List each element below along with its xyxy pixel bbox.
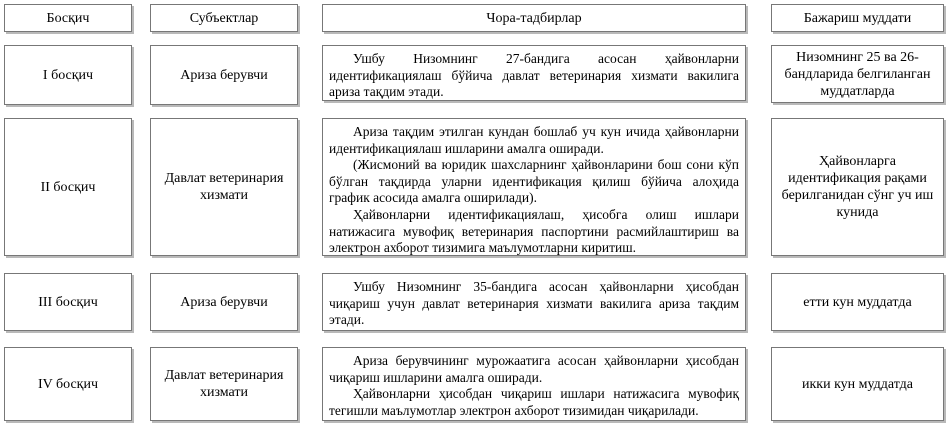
stage-3-action-text: Ушбу Низомнинг 35-бандига асосан ҳайвонларни ҳисобдан чиқариш учун давлат ветеринария хизмати вакилига ариза тақдим этади.	[329, 279, 739, 328]
stage-2-subject-box	[150, 118, 298, 256]
header-term	[771, 4, 944, 32]
stage-3-term-box	[771, 273, 944, 331]
stage-2-action-text-1: Ариза тақдим этилган кундан бошлаб уч кун ичида ҳайвонларни идентификациялаш ишларини амалга оширади.	[329, 124, 739, 156]
stage-4-label: IV босқич	[37, 376, 99, 392]
stage-1-subject: Ариза берувчи	[180, 67, 268, 83]
stage-1-action-text: Ушбу Низомнинг 27-бандига асосан ҳайвонларни идентификациялаш бўйича давлат ветеринария хизмати вакилига ариза тақдим этади.	[329, 51, 739, 100]
stage-4-term-box	[771, 347, 944, 421]
header-stage	[4, 4, 132, 32]
stage-1-subject-box	[150, 45, 298, 105]
stage-4-subject: Давлат ветеринария хизмати	[164, 368, 284, 400]
stage-2-box	[4, 118, 132, 256]
stage-4-subject-box	[150, 347, 298, 421]
stage-3-box	[4, 273, 132, 331]
header-stage-label: Босқич	[46, 10, 90, 26]
stage-4-actions-box	[322, 347, 746, 421]
header-actions-label: Чора-тадбирлар	[486, 10, 582, 26]
stage-2-label: II босқич	[40, 179, 96, 195]
stage-4-box	[4, 347, 132, 421]
header-subjects-label: Субъектлар	[189, 10, 259, 26]
stage-2-subject: Давлат ветеринария хизмати	[164, 171, 284, 203]
stage-3-label: III босқич	[38, 294, 98, 310]
stage-3-subject: Ариза берувчи	[180, 294, 268, 310]
stage-1-term-box	[771, 45, 944, 103]
stage-3-subject-box	[150, 273, 298, 331]
stage-4-action-text-2: Ҳайвонларни ҳисобдан чиқариш ишлари натижасига мувофиқ тегишли маълумотлар электрон ахборот тизимидан чиқарилади.	[329, 386, 739, 418]
stage-2-actions-box	[322, 118, 746, 256]
stage-2-action-text-2: (Жисмоний ва юридик шахсларнинг ҳайвонларини бош сони кўп бўлган тақдирда уларни идентификация қилиш бўйича алоҳида график асосида амалга оширилади).	[329, 157, 739, 206]
stage-1-label: I босқич	[42, 67, 94, 83]
stage-2-action-text-3: Ҳайвонларни идентификациялаш, ҳисобга олиш ишлари натижасига мувофиқ ветеринария паспортини расмийлаштириш ва электрон ахборот тизимига маълумотларни киритиш.	[329, 206, 739, 256]
stage-2-term: Ҳайвонларга идентификация рақами берилганидан сўнг уч иш кунида	[781, 154, 934, 220]
header-actions	[322, 4, 746, 32]
stage-1-term: Низомнинг 25 ва 26-бандларида белгиланган муддатларда	[784, 49, 931, 99]
header-term-label: Бажариш муддати	[803, 10, 912, 26]
stage-4-term: икки кун муддатда	[801, 376, 914, 392]
stage-1-box	[4, 45, 132, 105]
stage-4-action-text-1: Ариза берувчининг мурожаатига асосан ҳайвонларни ҳисобдан чиқариш ишларини амалга оширади.	[329, 353, 739, 385]
header-subjects	[150, 4, 298, 32]
stage-3-term: етти кун муддатда	[803, 294, 912, 310]
stage-1-actions-box	[322, 45, 746, 101]
stage-2-term-box	[771, 118, 944, 256]
stage-3-actions-box	[322, 273, 746, 331]
